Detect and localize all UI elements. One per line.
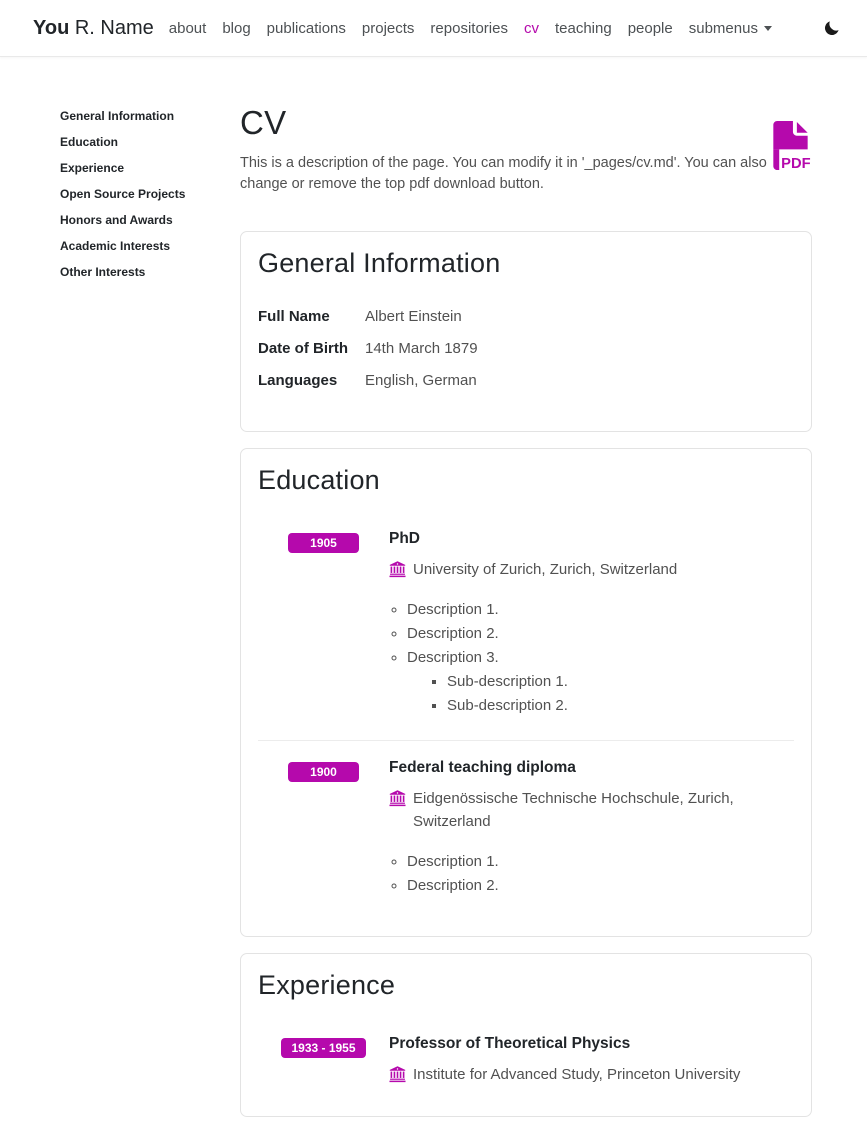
sidebar-item-honors-and-awards[interactable]: Honors and Awards xyxy=(60,213,173,227)
row-label: Languages xyxy=(258,372,338,389)
description-item: ◦ Description 1. xyxy=(407,598,794,622)
card-general-information xyxy=(240,231,812,432)
table-row xyxy=(258,365,794,397)
row-label: Date of Birth xyxy=(258,340,348,357)
sub-description-list xyxy=(407,670,794,718)
row-label: Full Name xyxy=(258,308,330,325)
sidebar-item-academic-interests[interactable]: Academic Interests xyxy=(60,239,171,253)
dark-mode-toggle[interactable] xyxy=(821,17,843,39)
timeline-entry xyxy=(258,1023,794,1096)
entry-body xyxy=(389,759,794,906)
entry-description-list xyxy=(389,598,794,718)
entry-title: PhD xyxy=(389,530,420,547)
page-title: CV xyxy=(240,104,287,141)
entry-institution xyxy=(389,1063,794,1086)
brand-first-name: You xyxy=(33,16,70,39)
year-badge: 1933 - 1955 xyxy=(281,1038,365,1058)
main-content xyxy=(240,90,812,1133)
table-row xyxy=(258,333,794,365)
university-icon xyxy=(389,1066,406,1083)
row-value: Albert Einstein xyxy=(365,308,462,325)
timeline-entry xyxy=(258,747,794,916)
description-item xyxy=(407,646,794,718)
nav-item-projects[interactable]: projects xyxy=(361,19,415,37)
row-value: 14th March 1879 xyxy=(365,340,478,357)
university-icon xyxy=(389,561,406,578)
entry-institution xyxy=(389,558,794,581)
site-brand[interactable] xyxy=(33,17,154,40)
nav-item-blog[interactable]: blog xyxy=(222,19,251,37)
svg-text:PDF: PDF xyxy=(781,156,811,171)
sub-description-item: ▪ Sub-description 2. xyxy=(447,694,794,718)
file-pdf-icon xyxy=(768,158,812,175)
section-title: Experience xyxy=(258,970,396,1000)
entry-body xyxy=(389,1035,794,1086)
description-text: Description 3. xyxy=(407,649,499,666)
navbar xyxy=(0,0,867,57)
nav-item-teaching[interactable]: teaching xyxy=(554,19,612,37)
university-icon xyxy=(389,790,406,807)
sidebar-item-experience[interactable]: Experience xyxy=(60,161,125,175)
entry-title: Professor of Theoretical Physics xyxy=(389,1035,631,1052)
pdf-download-button[interactable] xyxy=(768,120,812,171)
institution-text: Eidgenössische Technische Hochschule, Zurich, Switzerland xyxy=(413,790,734,830)
year-badge: 1900 xyxy=(288,762,359,782)
description-item: ◦ Description 2. xyxy=(407,622,794,646)
sub-description-item: ▪ Sub-description 1. xyxy=(447,670,794,694)
entry-year-column xyxy=(258,1035,389,1086)
section-title: General Information xyxy=(258,248,501,278)
row-value: English, German xyxy=(365,372,477,389)
card-education xyxy=(240,448,812,937)
sidebar-item-open-source-projects[interactable]: Open Source Projects xyxy=(60,187,186,201)
institution-text: Institute for Advanced Study, Princeton University xyxy=(413,1066,741,1083)
entry-institution xyxy=(389,787,794,833)
main-nav xyxy=(169,17,843,39)
institution-text: University of Zurich, Zurich, Switzerland xyxy=(413,561,678,578)
entry-title: Federal teaching diploma xyxy=(389,759,576,776)
general-info-table xyxy=(258,301,794,411)
year-badge: 1905 xyxy=(288,533,359,553)
sidebar-item-education[interactable]: Education xyxy=(60,135,119,149)
entry-year-column xyxy=(258,530,389,726)
sidebar-item-general-information[interactable]: General Information xyxy=(60,109,175,123)
toc-sidebar xyxy=(60,110,185,278)
entry-year-column xyxy=(258,759,389,906)
entry-divider xyxy=(258,740,794,741)
description-item: ◦ Description 2. xyxy=(407,874,794,898)
description-item: ◦ Description 1. xyxy=(407,850,794,874)
sidebar-item-other-interests[interactable]: Other Interests xyxy=(60,265,146,279)
nav-item-about[interactable]: about xyxy=(168,19,207,37)
section-title: Education xyxy=(258,465,380,495)
table-row xyxy=(258,301,794,333)
nav-item-cv[interactable]: cv xyxy=(523,19,539,37)
submenus-label: submenus xyxy=(688,19,758,37)
entry-body xyxy=(389,530,794,726)
nav-item-publications[interactable]: publications xyxy=(266,19,346,37)
page-description: This is a description of the page. You can modify it in '_pages/cv.md'. You can also change or remove the top pdf download button. xyxy=(240,155,767,192)
page-header xyxy=(240,104,812,171)
entry-description-list xyxy=(389,850,794,898)
nav-item-repositories[interactable]: repositories xyxy=(430,19,508,37)
moon-icon xyxy=(823,25,841,40)
timeline-entry xyxy=(258,518,794,736)
card-experience xyxy=(240,953,812,1117)
brand-last-name: R. Name xyxy=(69,16,154,39)
nav-item-people[interactable]: people xyxy=(627,19,673,37)
nav-item-submenus[interactable] xyxy=(689,20,772,37)
chevron-down-icon xyxy=(764,26,772,31)
